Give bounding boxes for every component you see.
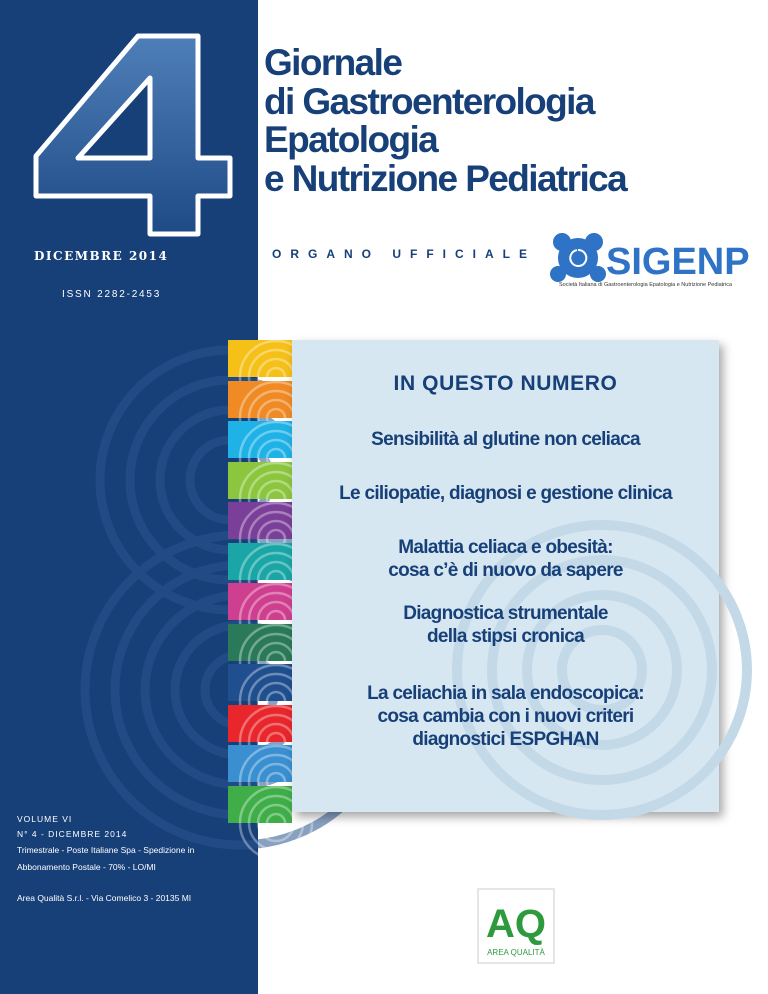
- sigenp-logo-text: SIGENP: [606, 241, 750, 283]
- article-2-title: [292, 482, 719, 505]
- article-line: Sensibilità al glutine non celiaca: [371, 429, 640, 450]
- article-5-title: [292, 682, 719, 751]
- issue-date: DICEMBRE 2014: [34, 249, 169, 263]
- title-line: e Nutrizione Pediatrica: [264, 157, 627, 199]
- issue-number-graphic: [28, 28, 238, 243]
- color-tab: [228, 543, 292, 580]
- title-line: di Gastroenterologia: [264, 80, 594, 122]
- color-tab: [228, 502, 292, 539]
- mailing-info-line1: Trimestrale - Poste Italiane Spa - Spedizione in: [17, 845, 195, 855]
- color-tab: [228, 624, 292, 661]
- article-line: Malattia celiaca e obesità:: [398, 537, 613, 558]
- volume-info: [17, 812, 194, 907]
- article-4-title: [292, 602, 719, 648]
- area-qualita-logo-text: AREA QUALITÀ: [487, 948, 545, 957]
- article-line: La celiachia in sala endoscopica:: [367, 683, 644, 704]
- color-tab: [228, 462, 292, 499]
- title-line: Epatologia: [264, 119, 438, 160]
- contents-heading: IN QUESTO NUMERO: [393, 372, 618, 395]
- publisher-address: Area Qualità S.r.l. - Via Comelico 3 - 20135 MI: [17, 893, 192, 903]
- subtitle: ORGANO UFFICIALE: [272, 247, 536, 261]
- color-tab: [228, 583, 292, 620]
- color-tab: [228, 381, 292, 418]
- color-tab: [228, 421, 292, 458]
- volume-label: VOLUME VI: [17, 814, 73, 824]
- article-line: cosa c’è di nuovo da sapere: [388, 560, 623, 581]
- article-line: Diagnostica strumentale: [403, 603, 608, 624]
- color-tab: [228, 786, 292, 823]
- issn: ISSN 2282-2453: [62, 289, 162, 300]
- journal-title: [264, 44, 626, 198]
- color-tab: [228, 664, 292, 701]
- mailing-info-line2: Abbonamento Postale - 70% - LO/MI: [17, 862, 156, 872]
- title-line: Giornale: [264, 42, 402, 83]
- issue-number-date: N° 4 - DICEMBRE 2014: [17, 829, 128, 839]
- article-line: Le ciliopatie, diagnosi e gestione clinica: [339, 483, 672, 504]
- article-1-title: [292, 428, 719, 451]
- society-full-name: Società Italiana di Gastroenterologia Epatologia e Nutrizione Pediatrica: [559, 282, 733, 288]
- article-line: diagnostici ESPGHAN: [412, 729, 599, 750]
- article-3-title: [292, 536, 719, 582]
- left-panel: [0, 0, 258, 994]
- area-qualita-logo: [476, 885, 556, 965]
- article-line: cosa cambia con i nuovi criteri: [377, 706, 634, 727]
- svg-text:AQ: AQ: [486, 902, 546, 946]
- color-tab: [228, 705, 292, 742]
- color-tab: [228, 340, 292, 377]
- color-tab: [228, 745, 292, 782]
- article-line: della stipsi cronica: [426, 626, 585, 647]
